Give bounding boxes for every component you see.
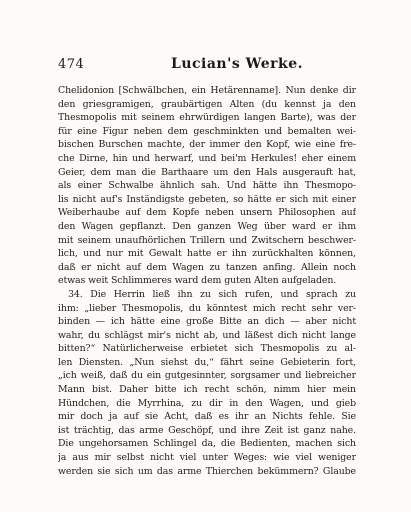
running-head: Lucian's Werke.	[171, 56, 304, 72]
text-line: Geier, dem man die Barthaare um den Hals ausgerauft hat,	[58, 166, 356, 178]
text-line: als einer Schwalbe ähnlich sah. Und hätte ihn Thesmopo-	[58, 180, 356, 192]
text-line: bischen Burschen machte, der immer den Kopf, wie eine fre-	[58, 139, 356, 151]
text-line: mit seinem unaufhörlichen Trillern und Zwitschern beschwer-	[58, 234, 356, 246]
text-line: len Diensten. „Nun siehst du,“ fährt seine Gebieterin fort,	[58, 356, 356, 368]
text-line: che Dirne, hin und herwarf, und bei'm Herkules! eher einem	[58, 152, 356, 164]
text-line: binden — ich hätte eine große Bitte an dich — aber nicht	[58, 316, 356, 328]
text-line: Die ungehorsamen Schlingel da, die Bedienten, machen sich	[58, 438, 356, 450]
text-line: Hündchen, die Myrrhina, zu dir in den Wagen, und gieb	[58, 397, 356, 409]
page-header	[58, 57, 358, 75]
text-line: ihm: „lieber Thesmopolis, du könntest mich recht sehr ver-	[58, 302, 356, 314]
text-line: wahr, du schlägst mir's nicht ab, und läßest dich nicht lange	[58, 329, 356, 341]
text-line: Mann bist. Daher bitte ich recht schön, nimm hier mein	[58, 384, 356, 396]
text-line: Chelidonion [Schwälbchen, ein Hetärenname]. Nun denke dir	[58, 85, 356, 96]
text-line: bitten?“ Natürlicherweise erbietet sich Thesmopolis zu al-	[58, 343, 356, 355]
text-line: lis nicht auf's Inständigste gebeten, so hätte er sich mit einer	[58, 193, 356, 205]
text-line: „ich weiß, daß du ein gutgesinnter, sorgsamer und liebreicher	[58, 370, 356, 382]
text-line: den Wagen gepflanzt. Den ganzen Weg über ward er ihm	[58, 220, 356, 232]
text-line: werden sie sich um das arme Thierchen bekümmern? Glaube	[58, 465, 356, 477]
text-line: ist trächtig, das arme Geschöpf, und ihre Zeit ist ganz nahe.	[58, 424, 356, 436]
text-line: mir doch ja auf sie Acht, daß es ihr an Nichts fehle. Sie	[58, 411, 356, 423]
text-line: Thesmopolis mit seinem ehrwürdigen langen Barte), was der	[58, 112, 356, 124]
text-line: Weiberhaube auf dem Kopfe neben unsern Philosophen auf	[58, 207, 356, 219]
text-line: daß er nicht auf dem Wagen zu tanzen anfing. Allein noch	[58, 261, 356, 273]
text-line: lich, und nur mit Gewalt hatte er ihn zurückhalten können,	[58, 248, 356, 260]
text-line: für eine Figur neben dem geschminkten und bemalten wei-	[58, 125, 356, 137]
text-line: ja aus mir selbst nicht viel unter Weges: wie viel weniger	[58, 452, 356, 464]
text-line: 34. Die Herrin ließ ihn zu sich rufen, und sprach zu	[68, 288, 356, 300]
page-number: 474	[58, 57, 85, 72]
body-text	[58, 84, 356, 478]
text-line: den griesgramigen, graubärtigen Alten (du kennst ja den	[58, 98, 356, 110]
text-line: etwas weit Schlimmeres ward dem guten Alten aufgeladen.	[58, 275, 337, 287]
